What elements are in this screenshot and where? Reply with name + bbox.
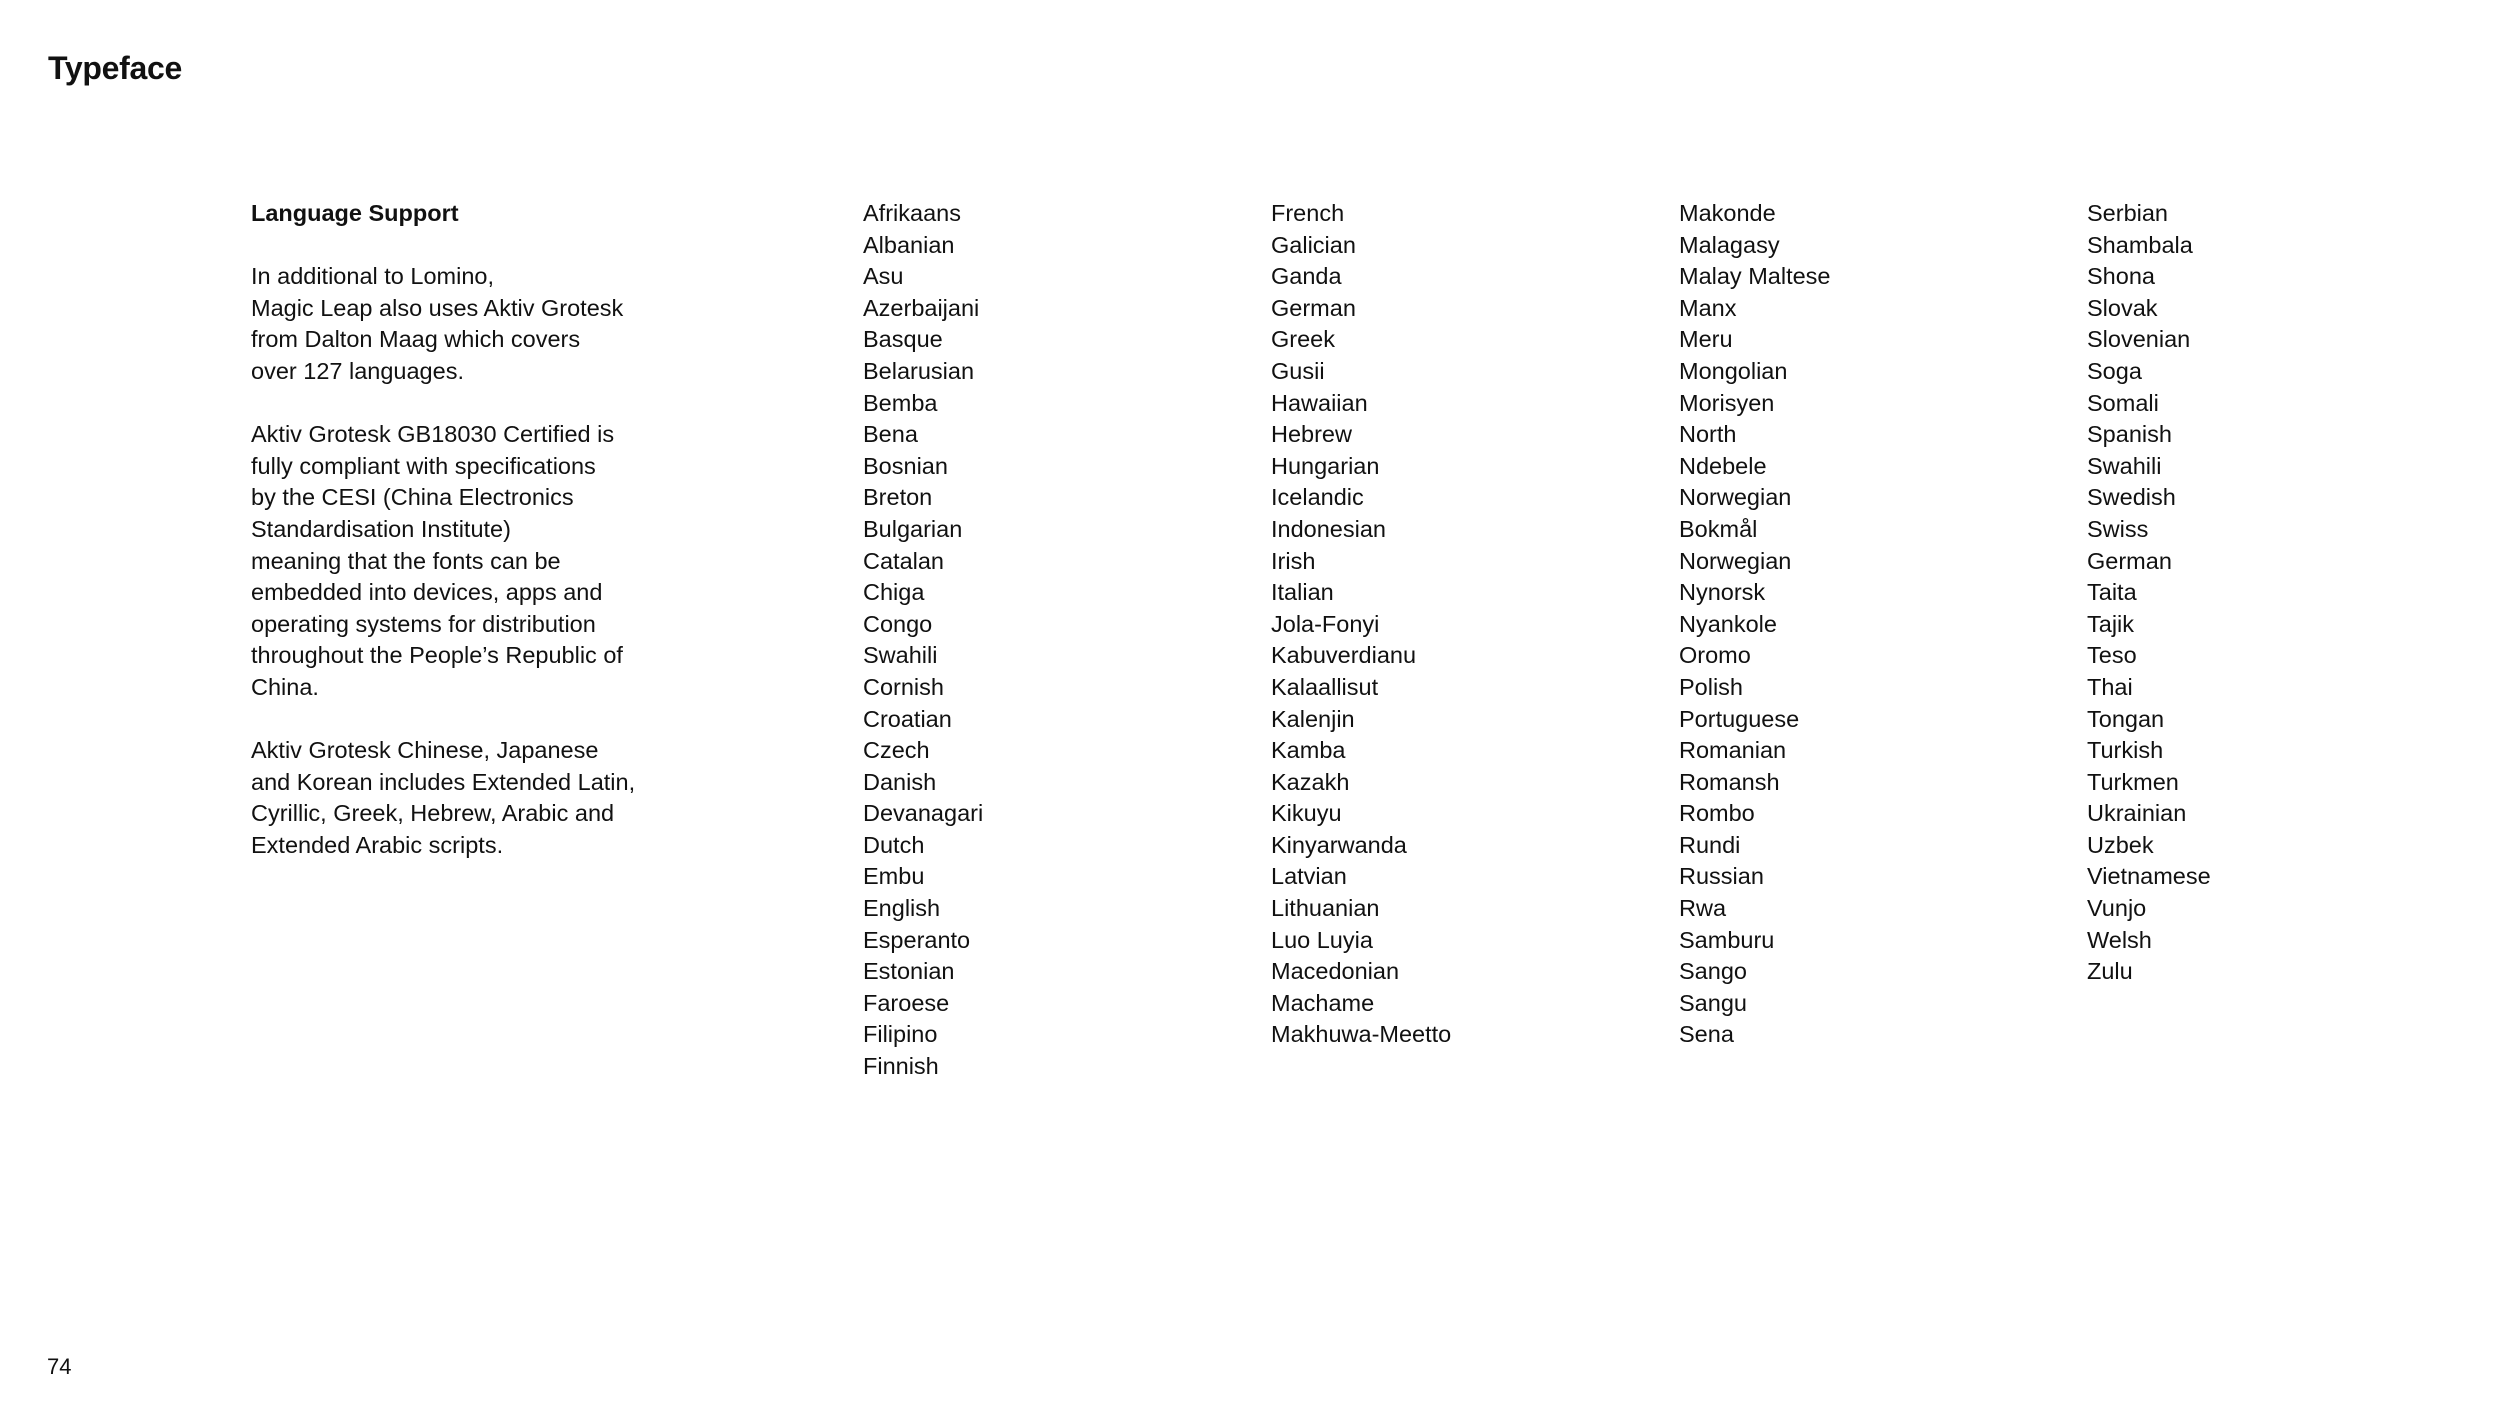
language-item: Rwa bbox=[1679, 895, 1727, 922]
scripts-paragraph: Aktiv Grotesk Chinese, Japanese and Korean includes Extended Latin, Cyrillic, Greek, Hebrew, Arabic and Extended Arabic scripts. bbox=[251, 737, 636, 858]
language-item: Ukrainian bbox=[2087, 800, 2187, 827]
language-item: Swiss bbox=[2087, 515, 2149, 542]
language-item: Bokmål bbox=[1679, 515, 1758, 542]
language-item: Manx bbox=[1679, 294, 1737, 321]
language-item: Kikuyu bbox=[1271, 800, 1342, 827]
language-item: Norwegian bbox=[1679, 484, 1792, 511]
language-item: Polish bbox=[1679, 673, 1744, 700]
language-item: Welsh bbox=[2087, 926, 2152, 953]
language-item: Albanian bbox=[863, 231, 955, 258]
language-item: Faroese bbox=[863, 989, 950, 1016]
language-item: Thai bbox=[2087, 673, 2133, 700]
language-item: English bbox=[863, 895, 941, 922]
language-item: North bbox=[1679, 421, 1737, 448]
language-item: Teso bbox=[2087, 642, 2137, 669]
language-item: French bbox=[1271, 200, 1345, 226]
language-item: Sangu bbox=[1679, 989, 1747, 1016]
language-item: Malagasy bbox=[1679, 231, 1780, 258]
language-item: Makhuwa-Meetto bbox=[1271, 1021, 1452, 1048]
language-item: Estonian bbox=[863, 958, 955, 985]
language-item: Belarusian bbox=[863, 357, 975, 384]
language-item: Latvian bbox=[1271, 863, 1347, 890]
language-item: Turkish bbox=[2087, 737, 2164, 764]
language-item: Kamba bbox=[1271, 737, 1346, 764]
language-item: Bemba bbox=[863, 389, 938, 416]
language-item: Machame bbox=[1271, 989, 1375, 1016]
language-item: Hebrew bbox=[1271, 421, 1352, 448]
language-item: Russian bbox=[1679, 863, 1764, 890]
language-item: Romanian bbox=[1679, 737, 1787, 764]
language-item: Vietnamese bbox=[2087, 863, 2211, 890]
language-list-column-1 bbox=[863, 198, 983, 1083]
language-item: Ndebele bbox=[1679, 452, 1767, 479]
language-item: Samburu bbox=[1679, 926, 1775, 953]
language-item: Asu bbox=[863, 263, 904, 290]
language-item: Malay Maltese bbox=[1679, 263, 1831, 290]
page-number: 74 bbox=[47, 1354, 72, 1379]
language-item: Breton bbox=[863, 484, 933, 511]
language-item: Jola-Fonyi bbox=[1271, 610, 1380, 637]
certification-paragraph: Aktiv Grotesk GB18030 Certified is fully compliant with specifications by the CESI (China Electronics Standardisation Institute) meaning that the fonts can be embedded into devices, apps and operating systems for distribution throughout the People’s Republic of China. bbox=[251, 421, 623, 700]
language-item: Taita bbox=[2087, 579, 2137, 606]
language-item: Congo bbox=[863, 610, 933, 637]
language-item: Somali bbox=[2087, 389, 2159, 416]
language-list-column-3 bbox=[1679, 198, 1831, 1051]
language-item: Basque bbox=[863, 326, 943, 353]
language-item: Swahili bbox=[863, 642, 938, 669]
language-item: Czech bbox=[863, 737, 930, 764]
language-item: Uzbek bbox=[2087, 831, 2154, 858]
language-item: Slovenian bbox=[2087, 326, 2191, 353]
language-item: Slovak bbox=[2087, 294, 2158, 321]
language-item: Bulgarian bbox=[863, 515, 963, 542]
language-item: Croatian bbox=[863, 705, 952, 732]
page-title: Typeface bbox=[48, 50, 182, 86]
language-item: Oromo bbox=[1679, 642, 1751, 669]
language-item: Bena bbox=[863, 421, 918, 448]
language-item: Kalaallisut bbox=[1271, 673, 1379, 700]
language-item: Rombo bbox=[1679, 800, 1755, 827]
language-item: Sango bbox=[1679, 958, 1747, 985]
language-item: Azerbaijani bbox=[863, 294, 980, 321]
language-item: Turkmen bbox=[2087, 768, 2179, 795]
language-item: German bbox=[1271, 294, 1356, 321]
language-item: Vunjo bbox=[2087, 895, 2147, 922]
language-item: Catalan bbox=[863, 547, 944, 574]
language-item: Romansh bbox=[1679, 768, 1780, 795]
language-item: Portuguese bbox=[1679, 705, 1800, 732]
language-item: Meru bbox=[1679, 326, 1733, 353]
language-item: Devanagari bbox=[863, 800, 984, 827]
language-item: Embu bbox=[863, 863, 925, 890]
language-item: Luo Luyia bbox=[1271, 926, 1373, 953]
language-item: Tajik bbox=[2087, 610, 2135, 637]
language-item: Tongan bbox=[2087, 705, 2165, 732]
language-item: Swedish bbox=[2087, 484, 2176, 511]
language-item: Kabuverdianu bbox=[1271, 642, 1417, 669]
language-item: Dutch bbox=[863, 831, 925, 858]
language-item: Kalenjin bbox=[1271, 705, 1355, 732]
language-item: Macedonian bbox=[1271, 958, 1400, 985]
language-item: Swahili bbox=[2087, 452, 2162, 479]
language-item: Lithuanian bbox=[1271, 895, 1380, 922]
language-item: Shambala bbox=[2087, 231, 2193, 258]
language-item: Bosnian bbox=[863, 452, 948, 479]
language-item: Filipino bbox=[863, 1021, 938, 1048]
language-item: Danish bbox=[863, 768, 937, 795]
language-item: Ganda bbox=[1271, 263, 1342, 290]
language-item: Greek bbox=[1271, 326, 1335, 353]
language-list-column-4 bbox=[2087, 198, 2211, 988]
language-item: Cornish bbox=[863, 673, 944, 700]
language-item: Finnish bbox=[863, 1053, 939, 1080]
language-item: Spanish bbox=[2087, 421, 2172, 448]
language-item: Soga bbox=[2087, 357, 2142, 384]
language-support-intro bbox=[251, 198, 671, 893]
language-item: Esperanto bbox=[863, 926, 971, 953]
language-item: Kazakh bbox=[1271, 768, 1350, 795]
language-item: Serbian bbox=[2087, 200, 2168, 226]
language-item: Chiga bbox=[863, 579, 925, 606]
language-item: Kinyarwanda bbox=[1271, 831, 1407, 858]
language-item: Hungarian bbox=[1271, 452, 1380, 479]
language-item: Norwegian bbox=[1679, 547, 1792, 574]
language-item: Mongolian bbox=[1679, 357, 1788, 384]
language-item: Zulu bbox=[2087, 958, 2133, 985]
language-item: Gusii bbox=[1271, 357, 1325, 384]
language-item: Indonesian bbox=[1271, 515, 1386, 542]
language-item: Rundi bbox=[1679, 831, 1741, 858]
language-item: Makonde bbox=[1679, 200, 1776, 226]
language-item: Sena bbox=[1679, 1021, 1734, 1048]
section-heading: Language Support bbox=[251, 200, 459, 226]
language-item: Hawaiian bbox=[1271, 389, 1368, 416]
language-item: Nyankole bbox=[1679, 610, 1777, 637]
language-item: Afrikaans bbox=[863, 200, 961, 226]
language-item: German bbox=[2087, 547, 2172, 574]
language-item: Irish bbox=[1271, 547, 1316, 574]
language-list-column-2 bbox=[1271, 198, 1451, 1051]
language-item: Italian bbox=[1271, 579, 1334, 606]
language-item: Shona bbox=[2087, 263, 2155, 290]
language-item: Nynorsk bbox=[1679, 579, 1766, 606]
language-item: Morisyen bbox=[1679, 389, 1775, 416]
intro-paragraph: In additional to Lomino, Magic Leap also uses Aktiv Grotesk from Dalton Maag which covers over 127 languages. bbox=[251, 263, 624, 384]
language-item: Galician bbox=[1271, 231, 1356, 258]
language-item: Icelandic bbox=[1271, 484, 1364, 511]
